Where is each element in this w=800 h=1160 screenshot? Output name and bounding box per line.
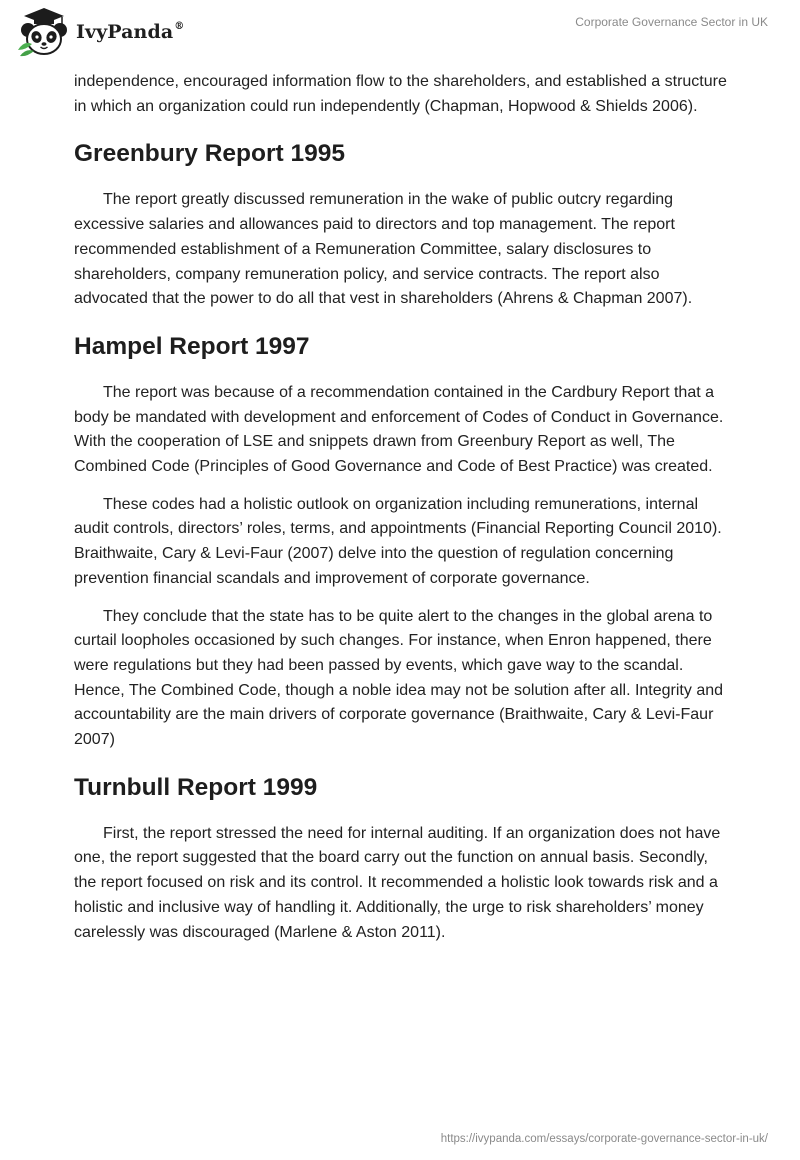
hampel-paragraph-2: These codes had a holistic outlook on organization including remunerations, internal audit controls, directors’ roles, terms, and appointments (Financial Reporting Council 2010). Braithwaite, Cary & Levi-Faur (2007) delve into the question of regulation concerning prevention financial scandals and improvement of corporate governance.	[74, 495, 722, 587]
section-heading-turnbull: Turnbull Report 1999	[74, 773, 318, 801]
ivypanda-logo[interactable]	[14, 6, 184, 58]
hampel-paragraph-1: The report was because of a recommendation contained in the Cardbury Report that a body be mandated with development and enforcement of Codes of Conduct in Governance. With the cooperation of LSE and snippets drawn from Greenbury Report as well, The Combined Code (Principles of Good Governance and Code of Best Practice) was created.	[74, 383, 724, 476]
section-heading-hampel: Hampel Report 1997	[74, 332, 310, 360]
essay-body	[74, 70, 734, 958]
turnbull-paragraph: First, the report stressed the need for internal auditing. If an organization does not have one, the report suggested that the board carry out the function on annual basis. Secondly, the report focused on risk and its control. It recommended a holistic look towards risk and a holistic and inclusive way of handling it. Additionally, the urge to risk shareholders’ money carelessly was discouraged (Marlene & Aston 2011).	[74, 824, 721, 941]
intro-paragraph: independence, encouraged information flow to the shareholders, and established a structure in which an organization could run independently (Chapman, Hopwood & Shields 2006).	[74, 73, 727, 115]
page-header	[0, 0, 800, 60]
logo-wordmark: IvyPanda®	[76, 21, 185, 43]
greenbury-paragraph: The report greatly discussed remuneration in the wake of public outcry regarding excessive salaries and allowances paid to directors and top management. The report recommended establishment of a Remuneration Committee, salary disclosures to shareholders, company remuneration policy, and service contracts. The report also advocated that the power to do all that vest in shareholders (Ahrens & Chapman 2007).	[74, 191, 693, 308]
section-heading-greenbury: Greenbury Report 1995	[74, 140, 345, 168]
document-title: Corporate Governance Sector in UK	[575, 15, 768, 29]
hampel-paragraph-3: They conclude that the state has to be quite alert to the changes in the global arena to curtail loopholes occasioned by such changes. For instance, when Enron happened, there were regulations but they had been passed by events, which gave way to the scandal. Hence, The Combined Code, though a noble idea may not be solution after all. Integrity and accountability are the main drivers of corporate governance (Braithwaite, Cary & Levi-Faur 2007)	[74, 607, 724, 749]
source-url-link[interactable]: https://ivypanda.com/essays/corporate-governance-sector-in-uk/	[440, 1133, 768, 1145]
panda-graduate-icon	[14, 6, 74, 58]
